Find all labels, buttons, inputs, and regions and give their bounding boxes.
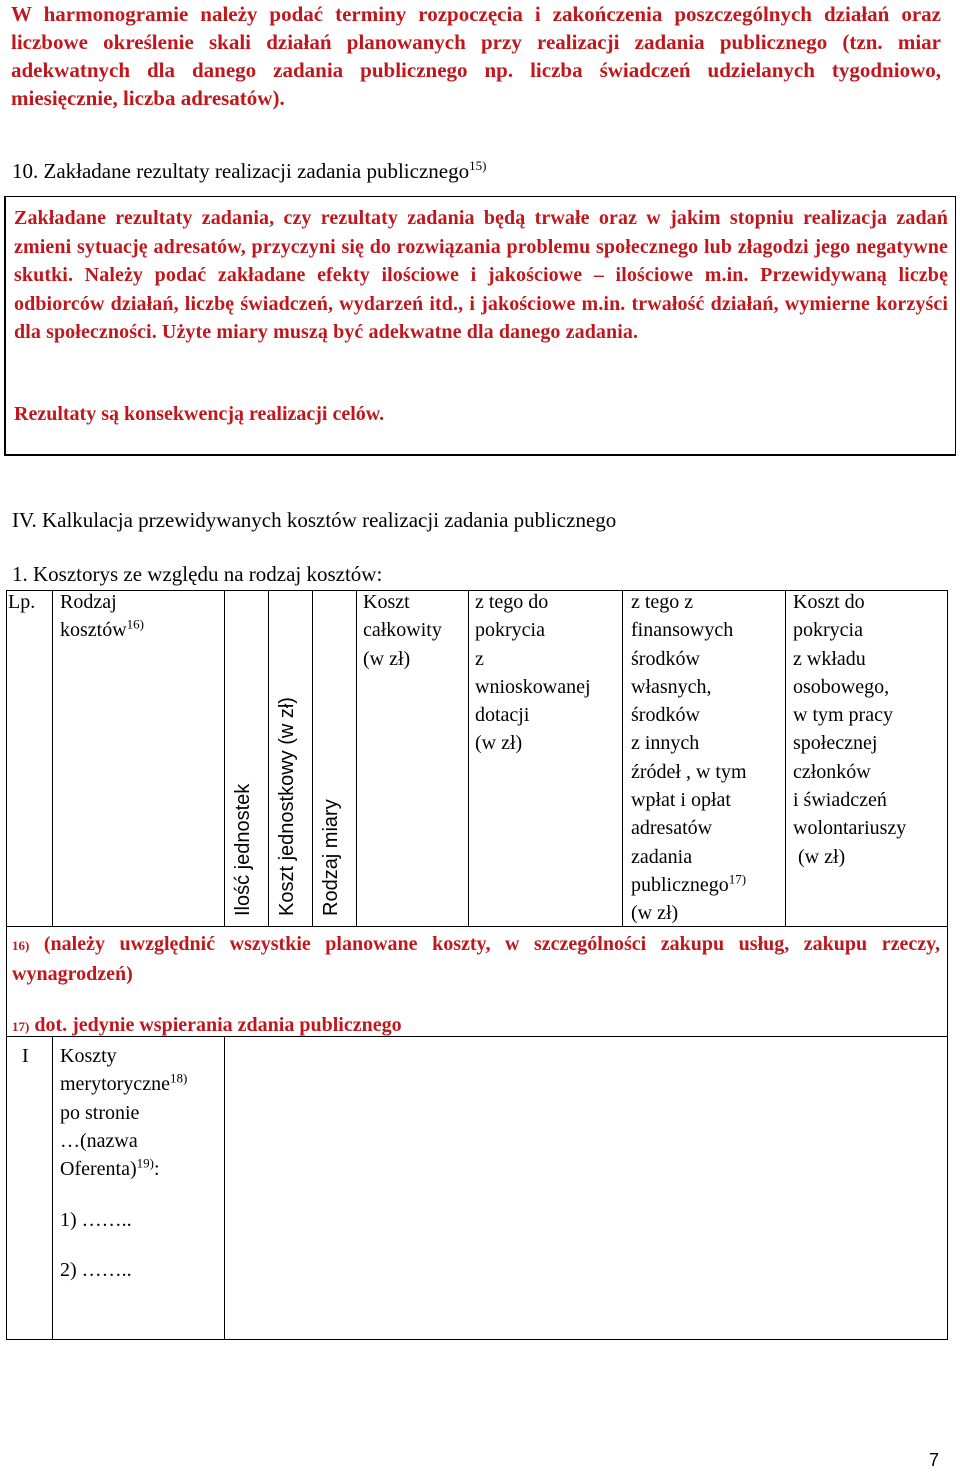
row-1-item-2: 2) …….. xyxy=(60,1259,132,1281)
section-10-instructions: Zakładane rezultaty zadania, czy rezultaty zadania będą trwałe oraz w jakim stopniu realizacja zadań zmieni sytuację adresatów, przyczyni się do rozwiązania problemu społecznego lub złagodzi jego negatywne skutki. Należy podać zakładane efekty ilościowe i jakościowe – ilościowe m.in. Przewidywaną liczbę odbiorców działań, liczbę świadczeń, wydarzeń itd., i jakościowe m.in. trwałość działań, wymierne korzyści dla społeczności. Użyte miary muszą być adekwatne dla danego zadania. xyxy=(14,207,948,343)
col-line-4 xyxy=(312,590,313,926)
row-1-item-1: 1) …….. xyxy=(60,1209,132,1231)
header-measure-type: Rodzaj miary xyxy=(320,799,342,916)
section-10-results-note: Rezultaty są konsekwencją realizacji celów. xyxy=(14,403,385,425)
section-10-box xyxy=(4,196,956,456)
page-number: 7 xyxy=(929,1450,940,1470)
header-separator xyxy=(6,926,948,927)
header-personal-contribution: Koszt do pokrycia z wkładu osobowego, w tym pracy społecznej członków i świadczeń wolontariuszy (w zł) xyxy=(793,591,907,868)
section-iv-heading: IV. Kalkulacja przewidywanych kosztów realizacji zadania publicznego xyxy=(12,508,617,532)
header-unit-count: Ilość jednostek xyxy=(232,783,254,916)
row-col-line-2 xyxy=(224,1036,225,1340)
col-line-3 xyxy=(268,590,269,926)
header-cost-type: Rodzaj kosztów$^{16)}$ xyxy=(60,591,145,642)
cost-estimate-heading: 1. Kosztorys ze względu na rodzaj kosztów: xyxy=(12,562,383,586)
col-line-5 xyxy=(356,590,357,926)
col-line-8 xyxy=(785,590,786,926)
table-border-left xyxy=(6,590,7,1340)
section-10-heading: 10. Zakładane rezultaty realizacji zadania publicznego$^{15)}$ xyxy=(12,158,487,183)
col-line-2 xyxy=(224,590,225,926)
header-own-funds: z tego z finansowych środków własnych, środków z innych źródeł , w tym wpłat i opłat adresatów zadania publicznego$^{17)}$ (w zł) xyxy=(631,591,747,925)
row-1-lp: I xyxy=(22,1045,29,1067)
col-line-1 xyxy=(52,590,53,926)
header-unit-cost: Koszt jednostkowy (w zł) xyxy=(276,697,298,916)
col-line-6 xyxy=(468,590,469,926)
row-col-line-1 xyxy=(52,1036,53,1340)
footnote-17: 17) dot. jedynie wspierania zdania publicznego xyxy=(12,1014,402,1036)
header-grant: z tego do pokrycia z wnioskowanej dotacji (w zł) xyxy=(475,591,591,755)
footnote-16: 16) (należy uwzględnić wszystkie planowane koszty, w szczególności zakupu usług, zakupu rzeczy, wynagrodzeń) xyxy=(12,933,940,985)
row-1-description: Koszty merytoryczne$^{18)}$ po stronie …(nazwa Oferenta)$^{19)}$: xyxy=(60,1045,188,1181)
header-total-cost: Koszt całkowity (w zł) xyxy=(363,591,442,670)
table-border-right xyxy=(947,590,948,1340)
header-lp: Lp. xyxy=(8,591,36,613)
harmonogram-instructions: W harmonogramie należy podać terminy rozpoczęcia i zakończenia poszczególnych działań oraz liczbowe określenie skali działań planowanych przy realizacji zadania publicznego (tzn. miar adekwatnych dla danego zadania publicznego np. liczba świadczeń udzielanych tygodniowo, miesięcznie, liczba adresatów). xyxy=(11,2,941,110)
table-border-bottom xyxy=(6,1339,948,1340)
col-line-7 xyxy=(622,590,623,926)
